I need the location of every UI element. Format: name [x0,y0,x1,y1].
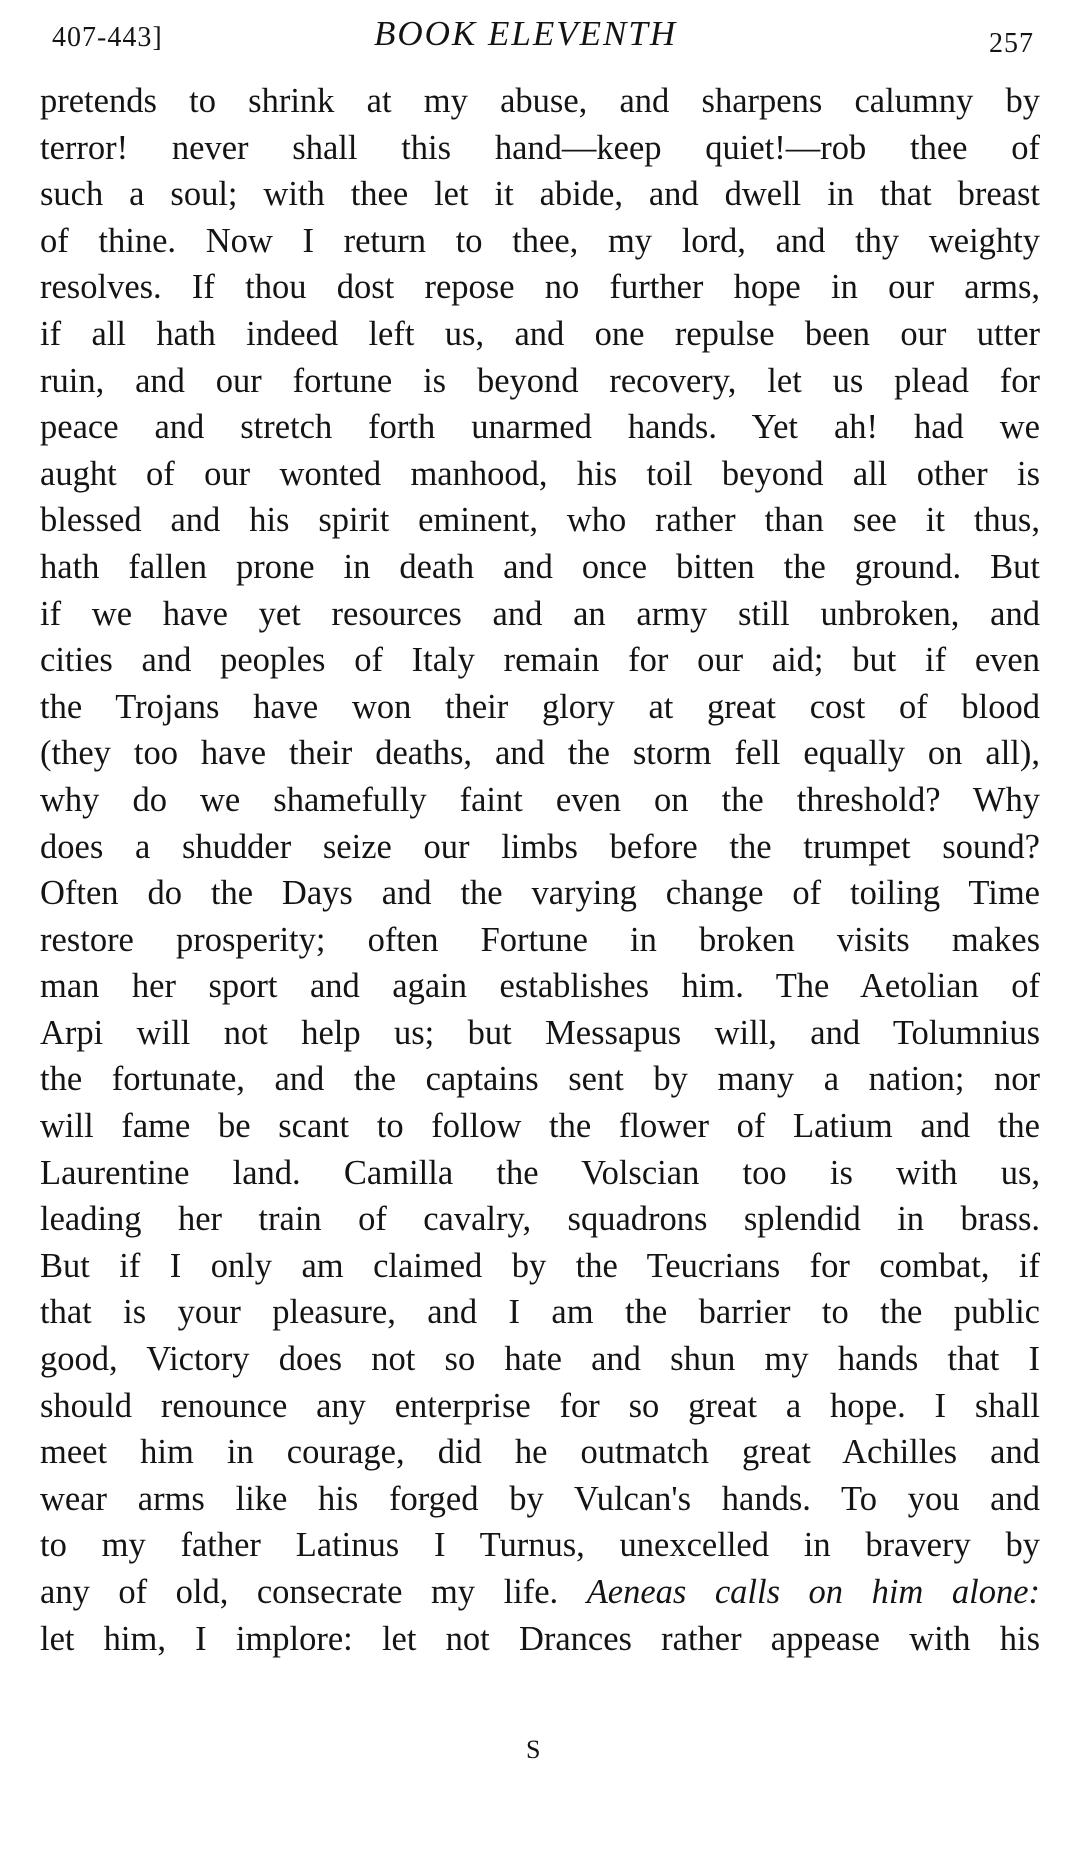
text-line: why do we shamefully faint even on the threshold? Why [40,780,1040,819]
text-line: if we have yet resources and an army still unbroken, and [40,594,1040,633]
italic-stage-note: Aeneas calls on him alone: [586,1573,1040,1611]
text-line: restore prosperity; often Fortune in broken visits makes [40,920,1040,959]
signature-mark: S [526,1735,541,1764]
text-line: wear arms like his forged by Vulcan's hands. To you and [40,1479,1040,1518]
text-line: meet him in courage, did he outmatch great Achilles and [40,1433,1040,1472]
text-line: aught of our wonted manhood, his toil beyond all other is [40,454,1040,493]
book-title: BOOK ELEVENTH [374,14,678,53]
text-line: Often do the Days and the varying change of toiling Time [40,874,1040,913]
text-line: of thine. Now I return to thee, my lord, and thy weighty [40,221,1040,260]
text-line: But if I only am claimed by the Teucrians for combat, if [40,1246,1040,1285]
text-line: the fortunate, and the captains sent by many a nation; nor [40,1060,1040,1099]
text-line: will fame be scant to follow the flower of Latium and the [40,1107,1040,1146]
line-range: 407-443] [52,22,163,53]
text-line: terror! never shall this hand—keep quiet!—rob thee of [40,128,1040,167]
text-line: resolves. If thou dost repose no further hope in our arms, [40,268,1040,307]
text-line: man her sport and again establishes him. The Aetolian of [40,967,1040,1006]
text-line: pretends to shrink at my abuse, and sharpens calumny by [40,82,1040,120]
text-line: Laurentine land. Camilla the Volscian too is with us, [40,1153,1040,1192]
running-head [52,14,1052,64]
text-line: should renounce any enterprise for so great a hope. I shall [40,1386,1040,1425]
text-line: good, Victory does not so hate and shun my hands that I [40,1340,1040,1379]
text-line: leading her train of cavalry, squadrons splendid in brass. [40,1200,1040,1239]
text-line: to my father Latinus I Turnus, unexcelled in bravery by [40,1526,1040,1565]
text-line: cities and peoples of Italy remain for our aid; but if even [40,641,1040,680]
text-line: (they too have their deaths, and the storm fell equally on all), [40,734,1040,773]
text-line: let him, I implore: let not Drances rather appease with his [40,1619,1040,1658]
text-line: blessed and his spirit eminent, who rather than see it thus, [40,501,1040,540]
text-line: Arpi will not help us; but Messapus will, and Tolumnius [40,1013,1040,1052]
text-body [40,78,1040,1662]
text-line: the Trojans have won their glory at great cost of blood [40,687,1040,726]
text-line: does a shudder seize our limbs before the trumpet sound? [40,827,1040,866]
text-line: such a soul; with thee let it abide, and dwell in that breast [40,175,1040,214]
text-line: hath fallen prone in death and once bitten the ground. But [40,547,1040,586]
page-number: 257 [989,28,1034,59]
text-line: peace and stretch forth unarmed hands. Yet ah! had we [40,408,1040,447]
text-line [40,1569,1040,1616]
text-line: that is your pleasure, and I am the barrier to the public [40,1293,1040,1332]
text-line: ruin, and our fortune is beyond recovery, let us plead for [40,361,1040,400]
text-line-roman: any of old, consecrate my life. [40,1573,559,1611]
text-line: if all hath indeed left us, and one repulse been our utter [40,314,1040,353]
